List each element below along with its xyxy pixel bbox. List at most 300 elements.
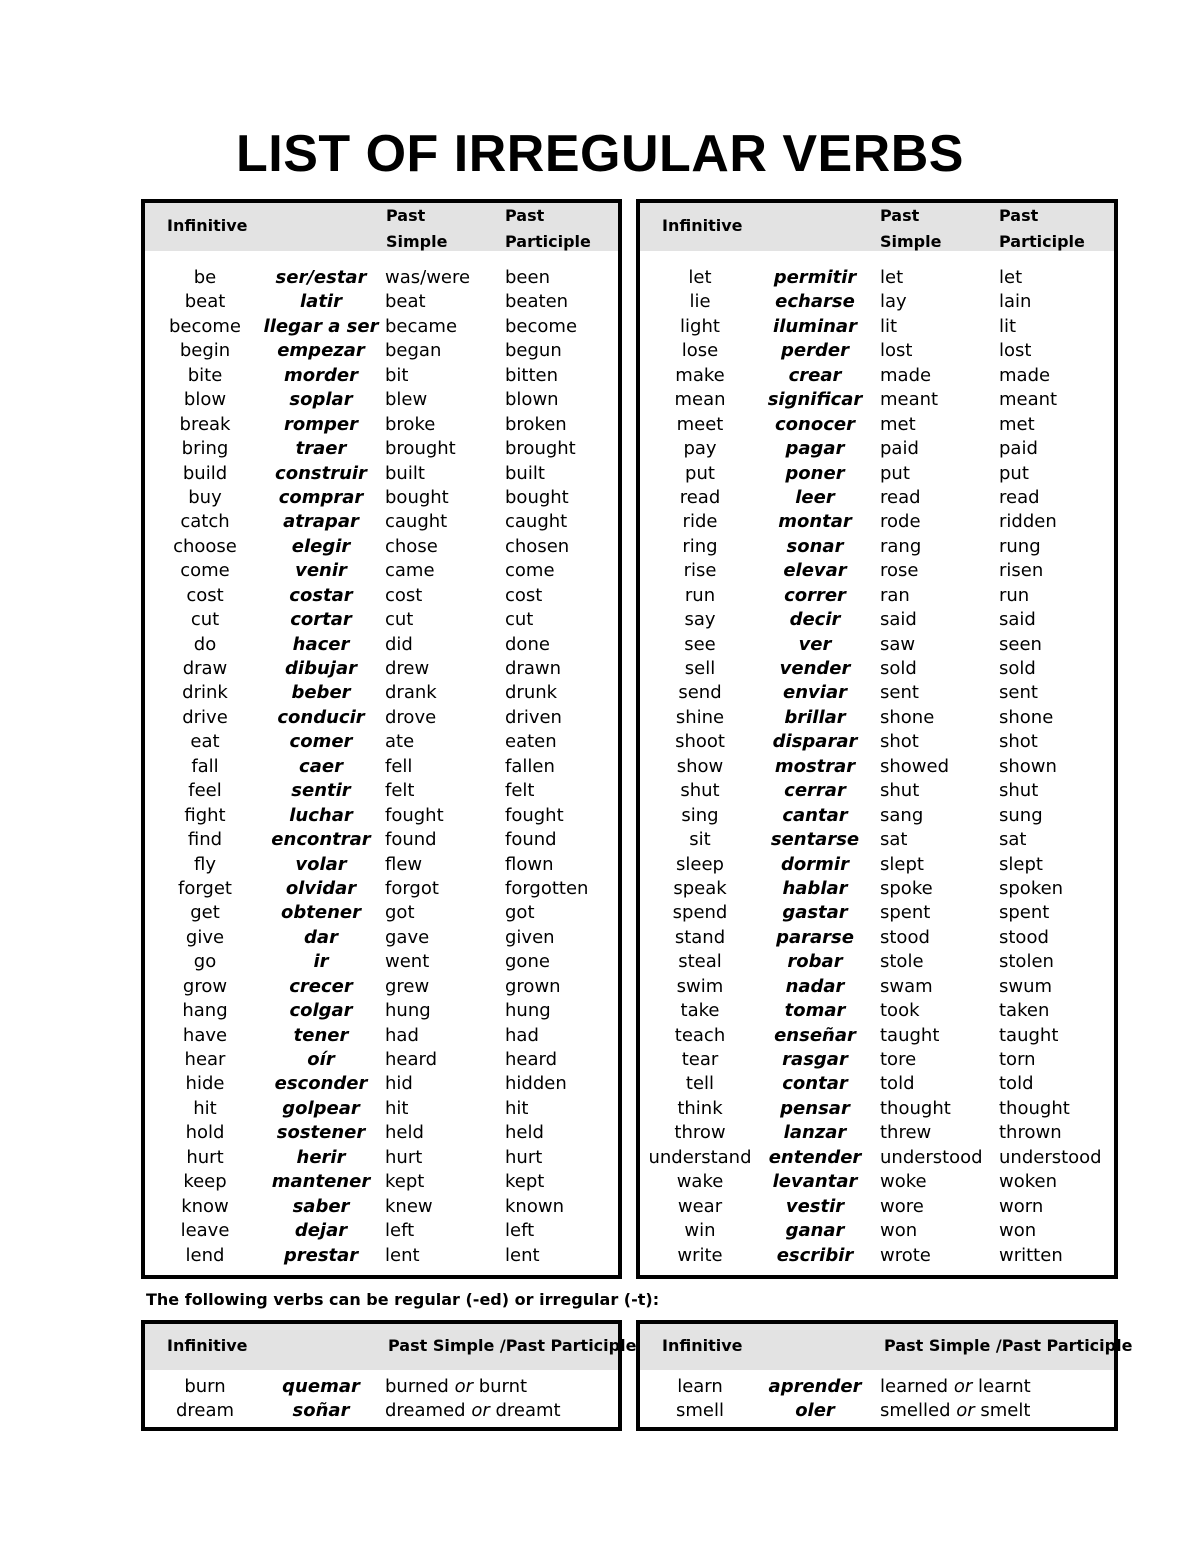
past-participle-cell: stolen — [999, 951, 1054, 973]
past-participle-cell: sung — [999, 804, 1043, 826]
infinitive-cell: catch — [180, 511, 230, 533]
past-simple-cell: wore — [880, 1195, 924, 1217]
spanish-cell: montar — [778, 511, 852, 533]
spanish-cell: dormir — [781, 853, 849, 875]
past-participle-cell: forgotten — [505, 877, 589, 899]
spanish-cell: soñar — [292, 1400, 350, 1421]
spanish-cell: construir — [275, 462, 367, 484]
past-simple-cell: lit — [880, 315, 898, 337]
table-row — [640, 755, 1114, 779]
spanish-cell: caer — [299, 755, 343, 777]
infinitive-cell: ride — [682, 511, 718, 533]
table-row — [640, 1097, 1114, 1121]
table-row — [640, 388, 1114, 412]
spanish-cell: dejar — [294, 1220, 348, 1242]
past-simple-cell: shot — [880, 731, 919, 753]
past-simple-cell: tore — [880, 1049, 917, 1070]
table-row — [145, 1072, 618, 1096]
infinitive-cell: find — [187, 829, 223, 851]
past-participle-cell: bitten — [505, 364, 559, 386]
table-row — [640, 999, 1114, 1023]
infinitive-cell: hang — [182, 1000, 228, 1022]
infinitive-cell: send — [678, 682, 722, 704]
past-participle-cell: felt — [505, 780, 535, 802]
table-row — [640, 1219, 1114, 1243]
past-participle-cell: told — [999, 1073, 1034, 1095]
regular-form: learned — [880, 1376, 949, 1397]
past-simple-cell: made — [880, 364, 932, 386]
irregular-verbs-table-right — [636, 199, 1118, 1279]
spanish-cell: levantar — [772, 1171, 858, 1193]
past-simple-cell: brought — [385, 438, 456, 460]
infinitive-cell: sit — [689, 829, 711, 851]
spanish-cell: oír — [307, 1049, 335, 1070]
past-simple-cell: cut — [385, 609, 414, 631]
infinitive-cell: understand — [648, 1146, 752, 1168]
header-infinitive: Infinitive — [662, 1336, 743, 1355]
past-simple-cell: held — [385, 1122, 424, 1144]
infinitive-cell: do — [193, 633, 217, 655]
spanish-cell: elevar — [783, 560, 847, 582]
infinitive-cell: hold — [185, 1122, 225, 1144]
past-simple-cell: met — [880, 413, 916, 435]
spanish-cell: ganar — [785, 1220, 845, 1242]
past-simple-cell: spoke — [880, 877, 933, 899]
past-participle-cell: thrown — [999, 1122, 1062, 1144]
infinitive-cell: think — [677, 1097, 723, 1119]
past-participle-cell: let — [999, 267, 1023, 288]
infinitive-cell: swim — [676, 975, 724, 997]
infinitive-cell: go — [193, 951, 217, 973]
past-simple-cell: drank — [385, 682, 437, 704]
past-simple-cell: chose — [385, 535, 438, 557]
spanish-cell: vender — [779, 658, 851, 679]
spanish-cell: dar — [304, 926, 338, 948]
past-simple-cell: said — [880, 609, 917, 631]
past-participle-cell: made — [999, 364, 1051, 386]
spanish-cell: sonar — [786, 535, 844, 557]
past-participle-cell: beaten — [505, 291, 569, 313]
table-row — [640, 779, 1114, 803]
irregular-form: learnt — [978, 1376, 1031, 1397]
past-participle-cell: slept — [999, 853, 1043, 875]
verb-rows — [640, 266, 1114, 1268]
table-row — [145, 706, 618, 730]
past-participle-cell: ridden — [999, 511, 1057, 533]
past-simple-cell: hit — [385, 1097, 409, 1119]
past-participle-cell: got — [505, 902, 535, 924]
spanish-cell: disparar — [772, 731, 858, 753]
page-title: LIST OF IRREGULAR VERBS — [236, 125, 964, 183]
past-participle-cell: eaten — [505, 731, 557, 753]
past-participle-cell: read — [999, 486, 1040, 508]
infinitive-cell: cut — [190, 609, 220, 631]
infinitive-cell: forget — [178, 877, 232, 899]
past-simple-cell: drove — [385, 706, 437, 728]
spanish-cell: conocer — [775, 413, 855, 435]
past-simple-cell: stole — [880, 951, 924, 973]
past-participle-cell: won — [999, 1220, 1037, 1242]
spanish-cell: ser/estar — [275, 267, 367, 288]
past-simple-cell: hurt — [385, 1146, 423, 1168]
spanish-cell: oler — [795, 1400, 835, 1421]
table-row — [145, 1375, 618, 1399]
past-simple-cell: stood — [880, 926, 930, 948]
past-participle-cell: spoken — [999, 877, 1064, 899]
past-simple-cell: began — [385, 340, 442, 362]
or-word: or — [956, 1400, 975, 1421]
past-participle-cell: sold — [999, 658, 1036, 679]
spanish-cell: comer — [289, 731, 353, 753]
past-participle-cell: held — [505, 1122, 544, 1144]
past-simple-cell: found — [385, 829, 437, 851]
past-simple-cell: sat — [880, 829, 908, 851]
table-row — [640, 706, 1114, 730]
past-participle-cell: broken — [505, 413, 567, 435]
past-participle-cell: woken — [999, 1171, 1057, 1193]
table-row — [640, 950, 1114, 974]
spanish-cell: llegar a ser — [263, 315, 379, 337]
table-row — [145, 1097, 618, 1121]
infinitive-cell: choose — [173, 535, 237, 557]
infinitive-cell: take — [680, 1000, 720, 1022]
table-row — [145, 1219, 618, 1243]
regular-form: smelled — [880, 1400, 951, 1421]
table-row — [145, 681, 618, 705]
past-simple-cell: told — [880, 1073, 915, 1095]
past-simple-cell: hung — [385, 1000, 431, 1022]
past-simple-cell: took — [880, 1000, 920, 1022]
past-simple-cell: knew — [385, 1195, 433, 1217]
past-simple-cell: understood — [880, 1146, 983, 1168]
infinitive-cell: come — [180, 560, 230, 582]
table-row — [145, 1170, 618, 1194]
table-row — [640, 804, 1114, 828]
past-participle-cell: rung — [999, 535, 1041, 557]
table-row — [145, 339, 618, 363]
past-participle-cell: worn — [999, 1195, 1044, 1217]
past-participle-cell: lent — [505, 1244, 540, 1266]
infinitive-cell: make — [675, 364, 725, 386]
past-simple-cell: came — [385, 560, 435, 582]
past-participle-cell: hit — [505, 1097, 529, 1119]
past-forms-cell — [385, 1375, 527, 1399]
infinitive-cell: have — [182, 1024, 228, 1046]
infinitive-cell: steal — [678, 951, 722, 973]
table-row — [640, 315, 1114, 339]
infinitive-cell: buy — [188, 486, 222, 508]
table-row — [640, 730, 1114, 754]
past-simple-cell: had — [385, 1024, 419, 1046]
header-past-simple-participle: Past Simple /Past Participle — [388, 1336, 637, 1355]
infinitive-cell: lend — [185, 1244, 225, 1266]
past-simple-cell: slept — [880, 853, 924, 875]
past-simple-cell: sent — [880, 682, 919, 704]
infinitive-cell: write — [677, 1244, 723, 1266]
table-row — [640, 266, 1114, 290]
spanish-cell: hacer — [292, 633, 350, 655]
table-row — [145, 853, 618, 877]
past-participle-cell: come — [505, 560, 555, 582]
spanish-cell: sentarse — [770, 829, 860, 851]
past-simple-cell: beat — [385, 291, 426, 313]
past-simple-cell: was/were — [385, 267, 471, 288]
spanish-cell: pararse — [776, 926, 854, 948]
past-simple-cell: lay — [880, 291, 907, 313]
past-participle-cell: risen — [999, 560, 1044, 582]
table-row — [145, 950, 618, 974]
header-past-simple-participle: Past Simple /Past Participle — [884, 1336, 1133, 1355]
table-row — [640, 535, 1114, 559]
table-row — [145, 315, 618, 339]
infinitive-cell: fall — [191, 755, 219, 777]
spanish-cell: hablar — [782, 877, 848, 899]
spanish-cell: echarse — [775, 291, 855, 313]
past-participle-cell: met — [999, 413, 1035, 435]
regular-irregular-table-right — [636, 1320, 1133, 1431]
past-simple-cell: lost — [880, 340, 913, 362]
infinitive-cell: run — [684, 584, 716, 606]
infinitive-cell: wake — [676, 1171, 724, 1193]
table-row — [145, 437, 618, 461]
past-simple-cell: left — [385, 1220, 415, 1242]
past-participle-cell: chosen — [505, 535, 570, 557]
past-forms-cell — [880, 1375, 1031, 1399]
table-row — [145, 1121, 618, 1145]
spanish-cell: tomar — [784, 1000, 846, 1022]
past-participle-cell: driven — [505, 706, 562, 728]
infinitive-cell: wear — [677, 1195, 723, 1217]
past-simple-cell: thought — [880, 1097, 951, 1119]
spanish-cell: vestir — [785, 1195, 845, 1217]
or-word: or — [471, 1400, 490, 1421]
past-participle-cell: been — [505, 267, 550, 288]
spanish-cell: mostrar — [774, 755, 856, 777]
table-row — [145, 1048, 618, 1072]
infinitive-cell: begin — [179, 340, 231, 362]
spanish-cell: contar — [782, 1073, 848, 1095]
infinitive-cell: drive — [182, 706, 228, 728]
spanish-cell: enseñar — [774, 1024, 856, 1046]
past-participle-cell: lit — [999, 315, 1017, 337]
past-participle-cell: fought — [505, 804, 564, 826]
table-row — [145, 559, 618, 583]
table-header — [640, 203, 1114, 251]
table-row — [145, 804, 618, 828]
spanish-cell: morder — [284, 364, 358, 386]
infinitive-cell: keep — [183, 1171, 227, 1193]
infinitive-cell: build — [182, 462, 228, 484]
past-participle-cell: swum — [999, 975, 1053, 997]
spanish-cell: saber — [292, 1195, 350, 1217]
table-row — [145, 1024, 618, 1048]
spanish-cell: decir — [789, 609, 841, 631]
infinitive-cell: bite — [187, 364, 223, 386]
past-participle-cell: left — [505, 1220, 535, 1242]
infinitive-cell: know — [181, 1195, 229, 1217]
table-row — [640, 633, 1114, 657]
past-participle-cell: seen — [999, 633, 1042, 655]
past-participle-cell: given — [505, 926, 555, 948]
past-simple-cell: rang — [880, 535, 922, 557]
past-participle-cell: caught — [505, 511, 568, 533]
past-simple-cell: rose — [880, 560, 919, 582]
regular-form: dreamed — [385, 1400, 466, 1421]
past-participle-cell: known — [505, 1195, 564, 1217]
verb-rows — [640, 1375, 1114, 1423]
infinitive-cell: become — [168, 315, 242, 337]
past-participle-cell: put — [999, 462, 1029, 484]
infinitive-cell: fight — [184, 804, 226, 826]
irregular-form: smelt — [980, 1400, 1031, 1421]
infinitive-cell: burn — [184, 1376, 226, 1397]
past-participle-cell: paid — [999, 438, 1038, 460]
past-participle-cell: hidden — [505, 1073, 567, 1095]
table-row — [640, 1399, 1114, 1423]
table-row — [640, 853, 1114, 877]
regular-form: burned — [385, 1376, 449, 1397]
infinitive-cell: fly — [194, 853, 216, 875]
table-row — [640, 1244, 1114, 1268]
table-header — [145, 1324, 637, 1370]
spanish-cell: correr — [784, 584, 846, 606]
table-row — [640, 290, 1114, 314]
table-row — [145, 1146, 618, 1170]
past-participle-cell: stood — [999, 926, 1049, 948]
past-participle-cell: drunk — [505, 682, 558, 704]
infinitive-cell: give — [185, 926, 225, 948]
table-row — [145, 633, 618, 657]
spanish-cell: golpear — [282, 1097, 360, 1119]
spanish-cell: soplar — [289, 389, 353, 411]
past-participle-cell: spent — [999, 902, 1050, 924]
past-participle-cell: taught — [999, 1024, 1059, 1046]
table-row — [145, 730, 618, 754]
past-simple-cell: fought — [385, 804, 444, 826]
table-row — [640, 364, 1114, 388]
past-participle-cell: cost — [505, 584, 543, 606]
table-row — [145, 926, 618, 950]
infinitive-cell: tell — [685, 1073, 715, 1095]
past-simple-cell: hid — [385, 1073, 413, 1095]
past-participle-cell: lost — [999, 340, 1032, 362]
past-simple-cell: cost — [385, 584, 423, 606]
infinitive-cell: put — [685, 462, 715, 484]
table-row — [145, 999, 618, 1023]
header-past-participle: Past Participle — [999, 206, 1085, 251]
past-simple-cell: showed — [880, 755, 950, 777]
past-participle-cell: grown — [505, 975, 561, 997]
past-participle-cell: bought — [505, 486, 569, 508]
infinitive-cell: show — [676, 755, 724, 777]
table-row — [640, 1121, 1114, 1145]
infinitive-cell: be — [193, 267, 217, 288]
table-row — [640, 828, 1114, 852]
table-row — [640, 657, 1114, 681]
past-participle-cell: hung — [505, 1000, 551, 1022]
spanish-cell: pensar — [780, 1097, 850, 1119]
table-row — [640, 926, 1114, 950]
infinitive-cell: stand — [674, 926, 726, 948]
spanish-cell: prestar — [283, 1244, 359, 1266]
irregular-verbs-table-left — [141, 199, 622, 1279]
spanish-cell: perder — [781, 340, 849, 362]
past-simple-cell: paid — [880, 438, 919, 460]
past-simple-cell: ran — [880, 584, 910, 606]
spanish-cell: tener — [293, 1024, 349, 1046]
table-row — [145, 364, 618, 388]
past-participle-cell: taken — [999, 1000, 1050, 1022]
spanish-cell: leer — [795, 486, 835, 508]
past-participle-cell: had — [505, 1024, 539, 1046]
table-row — [145, 657, 618, 681]
past-simple-cell: sang — [880, 804, 924, 826]
spanish-cell: conducir — [277, 706, 365, 728]
table-row — [640, 1170, 1114, 1194]
infinitive-cell: beat — [184, 291, 226, 313]
infinitive-cell: break — [179, 413, 231, 435]
irregular-form: dreamt — [495, 1400, 561, 1421]
past-simple-cell: forgot — [385, 877, 439, 899]
table-row — [145, 584, 618, 608]
table-row — [640, 608, 1114, 632]
past-simple-cell: shut — [880, 780, 920, 802]
infinitive-cell: throw — [674, 1122, 726, 1144]
past-participle-cell: hurt — [505, 1146, 543, 1168]
spanish-cell: cerrar — [784, 780, 846, 802]
spanish-cell: significar — [767, 389, 863, 411]
spanish-cell: robar — [787, 951, 843, 973]
table-row — [640, 339, 1114, 363]
table-row — [640, 413, 1114, 437]
table-row — [145, 290, 618, 314]
spanish-cell: dibujar — [285, 658, 357, 679]
past-simple-cell: grew — [385, 975, 430, 997]
header-infinitive: Infinitive — [167, 1336, 248, 1355]
spanish-cell: escribir — [776, 1244, 854, 1266]
spanish-cell: beber — [291, 682, 351, 704]
table-header — [640, 1324, 1133, 1370]
spanish-cell: poner — [785, 462, 845, 484]
past-participle-cell: shut — [999, 780, 1039, 802]
spanish-cell: romper — [284, 413, 358, 435]
table-row — [640, 510, 1114, 534]
infinitive-cell: say — [684, 609, 716, 631]
past-participle-cell: thought — [999, 1097, 1070, 1119]
table-row — [640, 462, 1114, 486]
infinitive-cell: smell — [676, 1400, 724, 1421]
spanish-cell: luchar — [289, 804, 353, 826]
spanish-cell: olvidar — [285, 877, 357, 899]
infinitive-cell: draw — [182, 658, 228, 679]
past-participle-cell: brought — [505, 438, 576, 460]
past-simple-cell: let — [880, 267, 904, 288]
past-participle-cell: shown — [999, 755, 1057, 777]
table-row — [640, 584, 1114, 608]
spanish-cell: aprender — [768, 1376, 862, 1397]
table-row — [640, 681, 1114, 705]
table-row — [145, 901, 618, 925]
infinitive-cell: grow — [182, 975, 228, 997]
past-simple-cell: blew — [385, 389, 428, 411]
spanish-cell: crecer — [289, 975, 353, 997]
past-participle-cell: become — [505, 315, 578, 337]
spanish-cell: pagar — [785, 438, 845, 460]
infinitive-cell: feel — [188, 780, 222, 802]
past-simple-cell: heard — [385, 1049, 438, 1070]
infinitive-cell: bring — [181, 438, 229, 460]
spanish-cell: costar — [289, 584, 353, 606]
